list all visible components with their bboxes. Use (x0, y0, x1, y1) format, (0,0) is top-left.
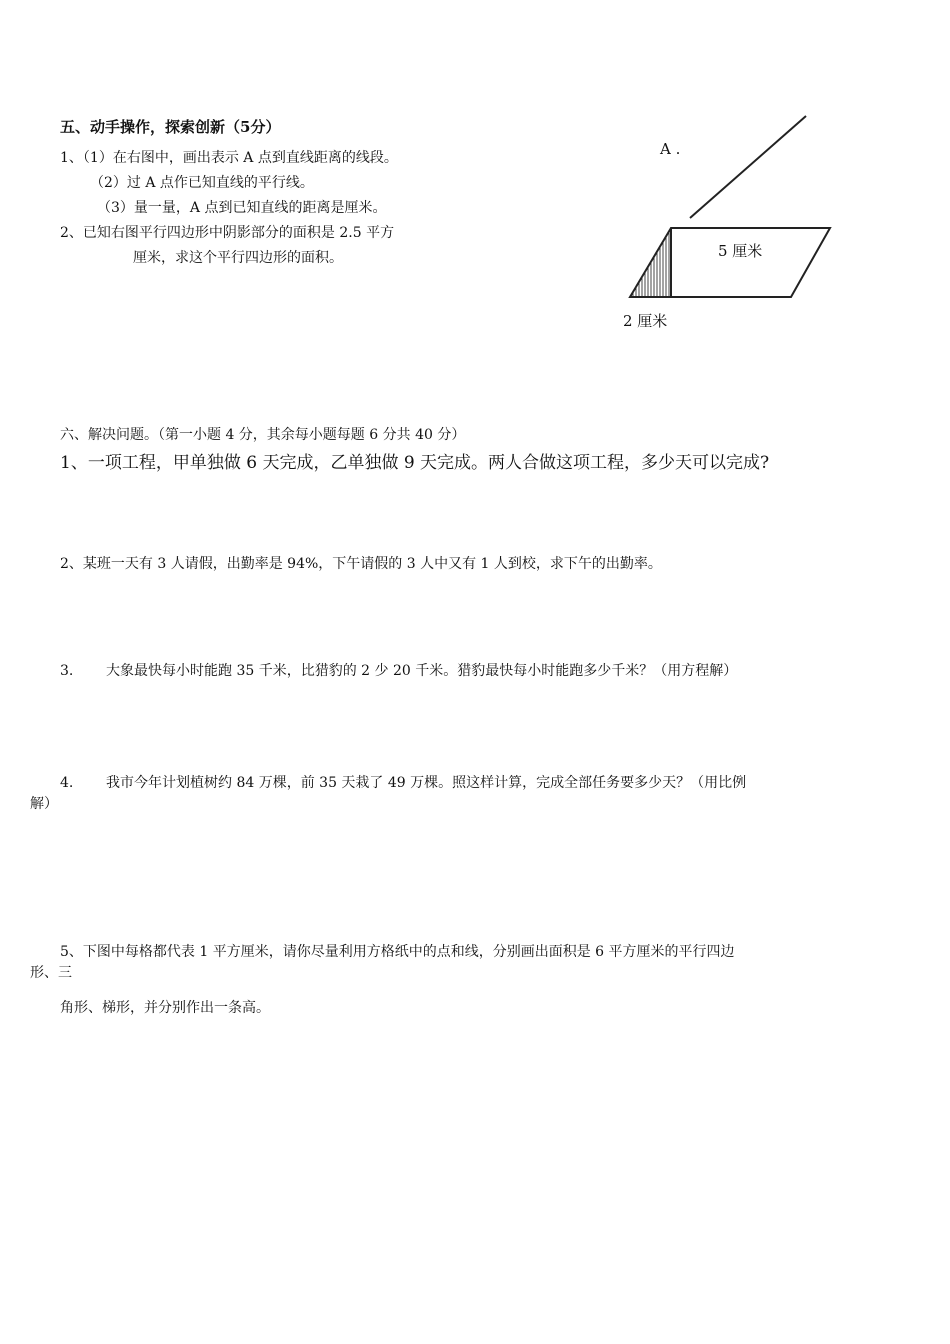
label-5cm: 5 厘米 (718, 242, 763, 260)
section6-q4-continued: 解） (30, 796, 58, 812)
given-line (690, 116, 806, 218)
section6-q5-line2: 形、三 (30, 965, 72, 981)
section6-q4-number: 4. (60, 775, 74, 791)
figure-drawing (620, 110, 850, 340)
section6-q3-number: 3. (60, 663, 74, 679)
section5-q2-line1: 2、已知右图平行四边形中阴影部分的面积是 2.5 平方 (60, 225, 395, 241)
geometry-figure (620, 110, 850, 340)
section5-q1-part3: （3）量一量，A 点到已知直线的距离是厘米。 (97, 200, 387, 216)
section5-heading: 五、动手操作，探索创新（5分） (60, 118, 281, 136)
section5-q1-part1: 1、（1）在右图中，画出表示 A 点到直线距离的线段。 (60, 150, 398, 166)
section6-q5-line3: 角形、梯形，并分别作出一条高。 (60, 1000, 270, 1016)
section6-q2: 2、某班一天有 3 人请假，出勤率是 94%，下午请假的 3 人中又有 1 人到校，求下午的出勤率。 (60, 556, 662, 572)
section6-q5-line1: 5、下图中每格都代表 1 平方厘米，请你尽量利用方格纸中的点和线，分别画出面积是 6 平方厘米的平行四边 (60, 944, 735, 960)
section6-heading: 六、解决问题。（第一小题 4 分，其余每小题每题 6 分共 40 分） (60, 427, 466, 443)
section6-q3: 大象最快每小时能跑 35 千米，比猎豹的 2 少 20 千米。猎豹最快每小时能跑多少千米？（用方程解） (106, 663, 738, 679)
section5-q1-part2: （2）过 A 点作已知直线的平行线。 (90, 175, 314, 191)
section6-q4: 我市今年计划植树约 84 万棵，前 35 天栽了 49 万棵。照这样计算，完成全部任务要多少天？（用比例 (106, 775, 747, 791)
section5-q2-line2: 厘米，求这个平行四边形的面积。 (133, 250, 343, 266)
point-a-label: A . (660, 140, 681, 158)
section6-q1: 1、一项工程，甲单独做 6 天完成，乙单独做 9 天完成。两人合做这项工程，多少天可以完成? (60, 453, 770, 473)
label-2cm: 2 厘米 (623, 312, 668, 330)
